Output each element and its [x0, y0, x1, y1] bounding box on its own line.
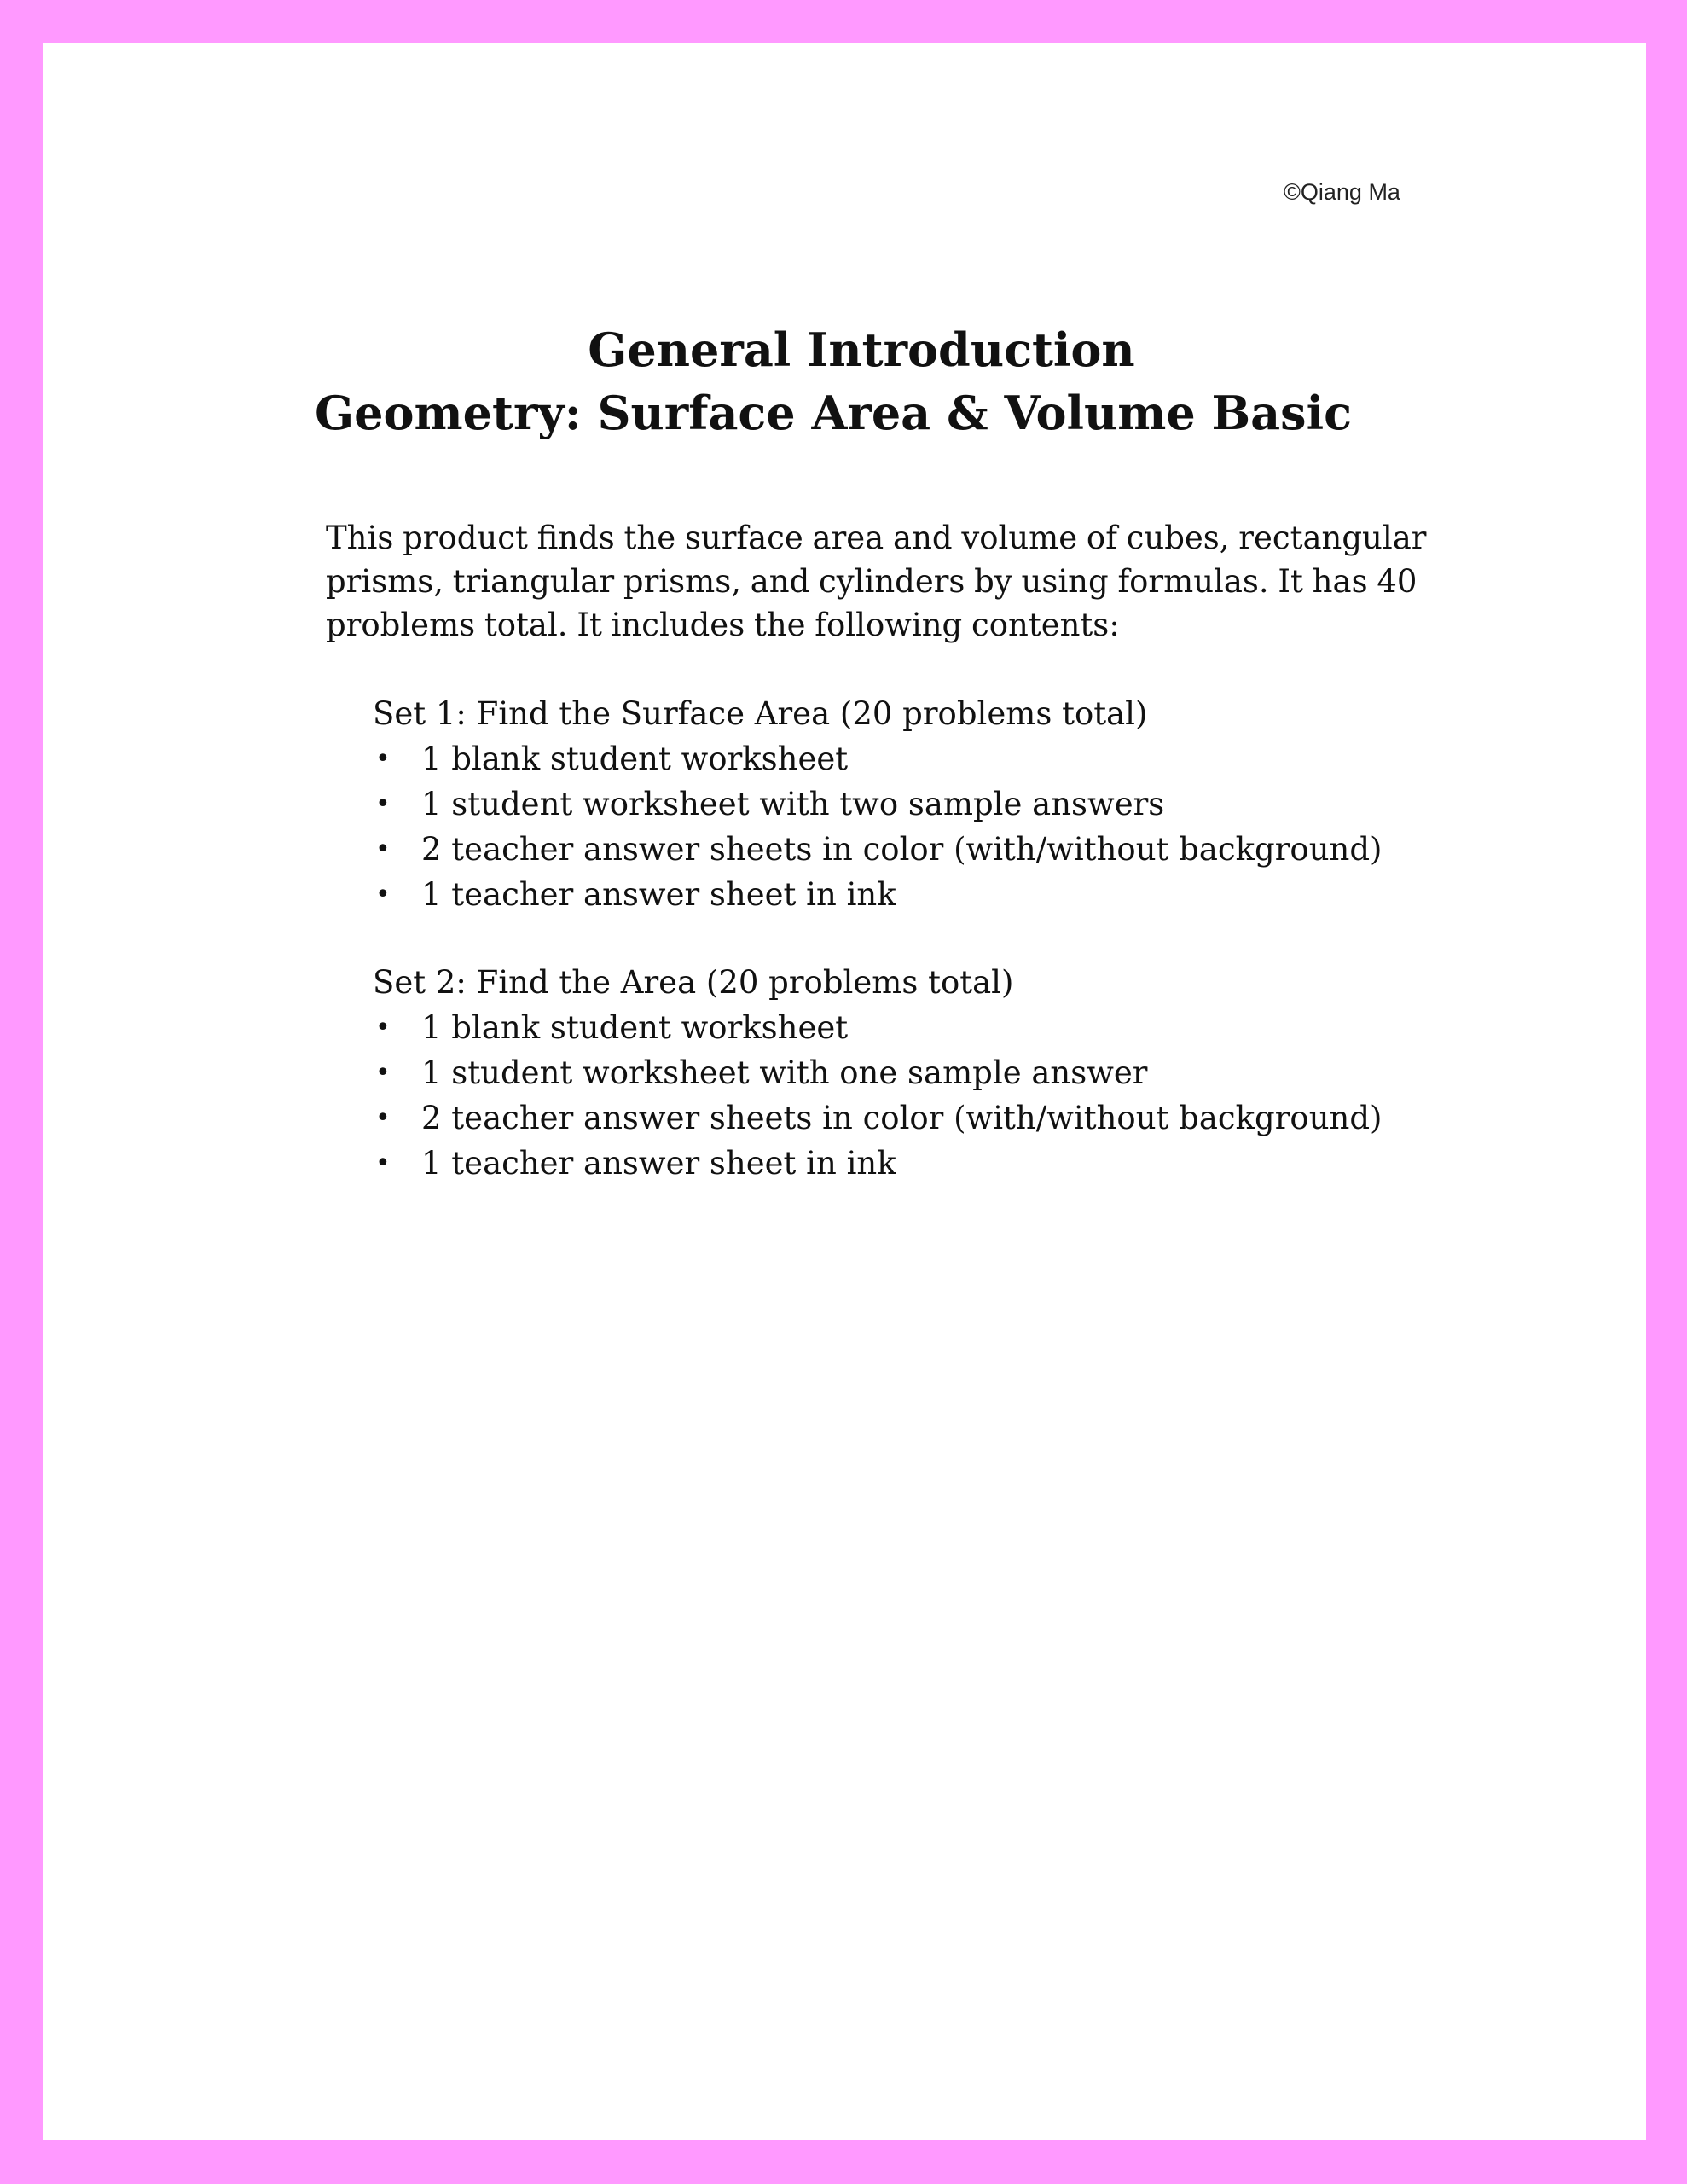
set-1 [373, 691, 1481, 917]
bullet-icon: • [375, 789, 391, 819]
title-line-1: General Introduction [588, 322, 1135, 377]
list-item [373, 1095, 1481, 1141]
document-page [43, 43, 1646, 2140]
list-item [373, 1005, 1481, 1050]
list-item-text: 1 blank student worksheet [421, 741, 849, 777]
bullet-icon: • [375, 834, 391, 864]
intro-paragraph: This product finds the surface area and volume of cubes, rectangular prisms, triangular prisms, and cylinders by using formulas. It has 40 problems total. It includes the following contents: [326, 520, 1427, 643]
title-line-2: Geometry: Surface Area & Volume Basic [315, 386, 1352, 440]
bullet-icon: • [375, 1058, 391, 1088]
set-1-list [373, 736, 1481, 917]
list-item-text: 1 student worksheet with two sample answers [421, 786, 1165, 822]
list-item [373, 1141, 1481, 1186]
list-item-text: 2 teacher answer sheets in color (with/without background) [421, 1100, 1383, 1136]
list-item [373, 781, 1481, 827]
set-2 [373, 960, 1481, 1186]
copyright-notice: ©Qiang Ma [1284, 179, 1400, 205]
document-title [43, 318, 1646, 444]
list-item-text: 1 teacher answer sheet in ink [421, 1145, 896, 1182]
list-item-text: 2 teacher answer sheets in color (with/without background) [421, 831, 1383, 868]
bullet-icon: • [375, 1148, 391, 1178]
list-item [373, 736, 1481, 781]
set-heading: Set 2: Find the Area (20 problems total) [373, 964, 1014, 1001]
set-heading: Set 1: Find the Surface Area (20 problems total) [373, 695, 1148, 732]
bullet-icon: • [375, 880, 391, 909]
list-item [373, 872, 1481, 917]
list-item [373, 827, 1481, 872]
list-item-text: 1 blank student worksheet [421, 1009, 849, 1046]
list-item [373, 1050, 1481, 1095]
set-2-list [373, 1005, 1481, 1186]
bullet-icon: • [375, 1103, 391, 1133]
list-item-text: 1 student worksheet with one sample answer [421, 1054, 1148, 1091]
bullet-icon: • [375, 744, 391, 774]
bullet-icon: • [375, 1013, 391, 1043]
list-item-text: 1 teacher answer sheet in ink [421, 876, 896, 913]
